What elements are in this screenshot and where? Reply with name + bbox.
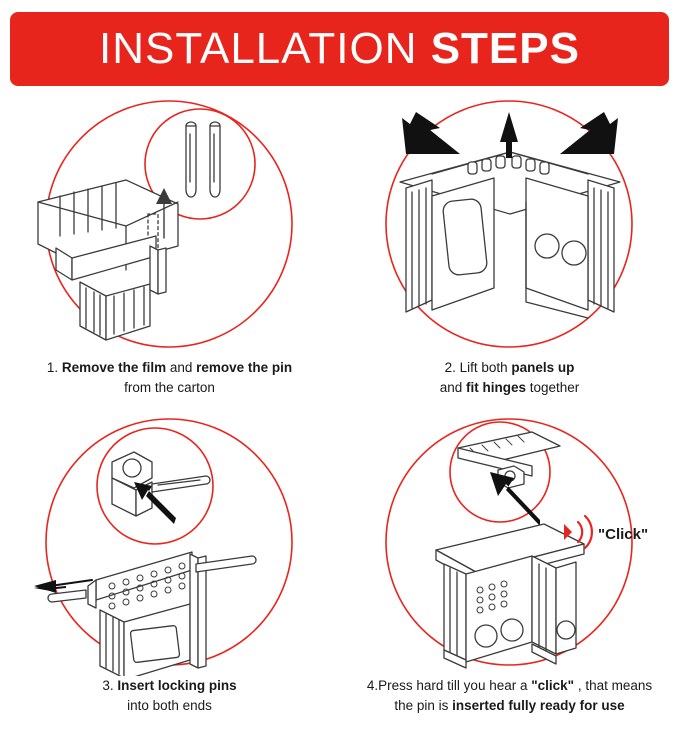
- steps-grid: [0, 96, 679, 736]
- step-4-drawing: [340, 414, 679, 676]
- step-1-bold-b: remove the pin: [196, 360, 293, 375]
- step-1-caption: [8, 358, 331, 399]
- step-3-caption: [8, 676, 331, 717]
- step-3-drawing: [0, 414, 339, 676]
- step-4-number: 4.: [366, 678, 379, 693]
- step-3-illustration: [0, 414, 339, 676]
- step-2-illustration: [340, 96, 679, 358]
- step-4-bold-a: "click": [531, 678, 575, 693]
- step-1-line-art: [38, 122, 220, 340]
- step-2-bold-a: panels up: [511, 360, 575, 375]
- page-title-light: INSTALLATION: [99, 24, 431, 73]
- step-4-line2-plain: the pin is: [394, 698, 453, 714]
- step-4-illustration: [340, 414, 679, 676]
- step-2-drawing: [340, 96, 679, 358]
- step-1-plain: and: [166, 360, 197, 375]
- step-3-number: 3.: [102, 678, 118, 693]
- step-4-caption: [348, 676, 671, 717]
- step-2-line2-plain-b: together: [525, 380, 580, 396]
- step-4-line-art: [436, 432, 584, 668]
- step-card-2: [340, 96, 679, 414]
- step-4-line2-bold: inserted fully ready for use: [452, 698, 625, 714]
- step-2-plain: Lift both: [459, 360, 512, 375]
- step-1-number: 1.: [46, 360, 62, 375]
- step-card-3: [0, 414, 339, 732]
- step-card-4: [340, 414, 679, 732]
- step-2-line-art: [400, 112, 620, 318]
- step-4-plain: Press hard till you hear a: [378, 678, 532, 693]
- click-label: "Click": [598, 526, 649, 543]
- step-1-line2: from the carton: [124, 380, 215, 396]
- step-card-1: [0, 96, 339, 414]
- step-1-bold-a: Remove the film: [61, 360, 167, 375]
- step-3-bold-a: Insert locking pins: [117, 678, 237, 693]
- step-3-line2: into both ends: [127, 698, 212, 714]
- step-3-line-art: [34, 452, 256, 676]
- step-2-bold-b: fit hinges: [465, 380, 526, 396]
- page-title: [99, 24, 580, 73]
- header-banner: [10, 12, 669, 86]
- step-2-number: 2.: [444, 360, 460, 375]
- step-1-illustration: [0, 96, 339, 358]
- step-1-drawing: [0, 96, 339, 358]
- page-title-bold: STEPS: [430, 24, 580, 73]
- step-2-line2-plain: and: [439, 380, 466, 396]
- step-2-caption: [348, 358, 671, 399]
- step-4-plain-b: , that means: [574, 678, 653, 693]
